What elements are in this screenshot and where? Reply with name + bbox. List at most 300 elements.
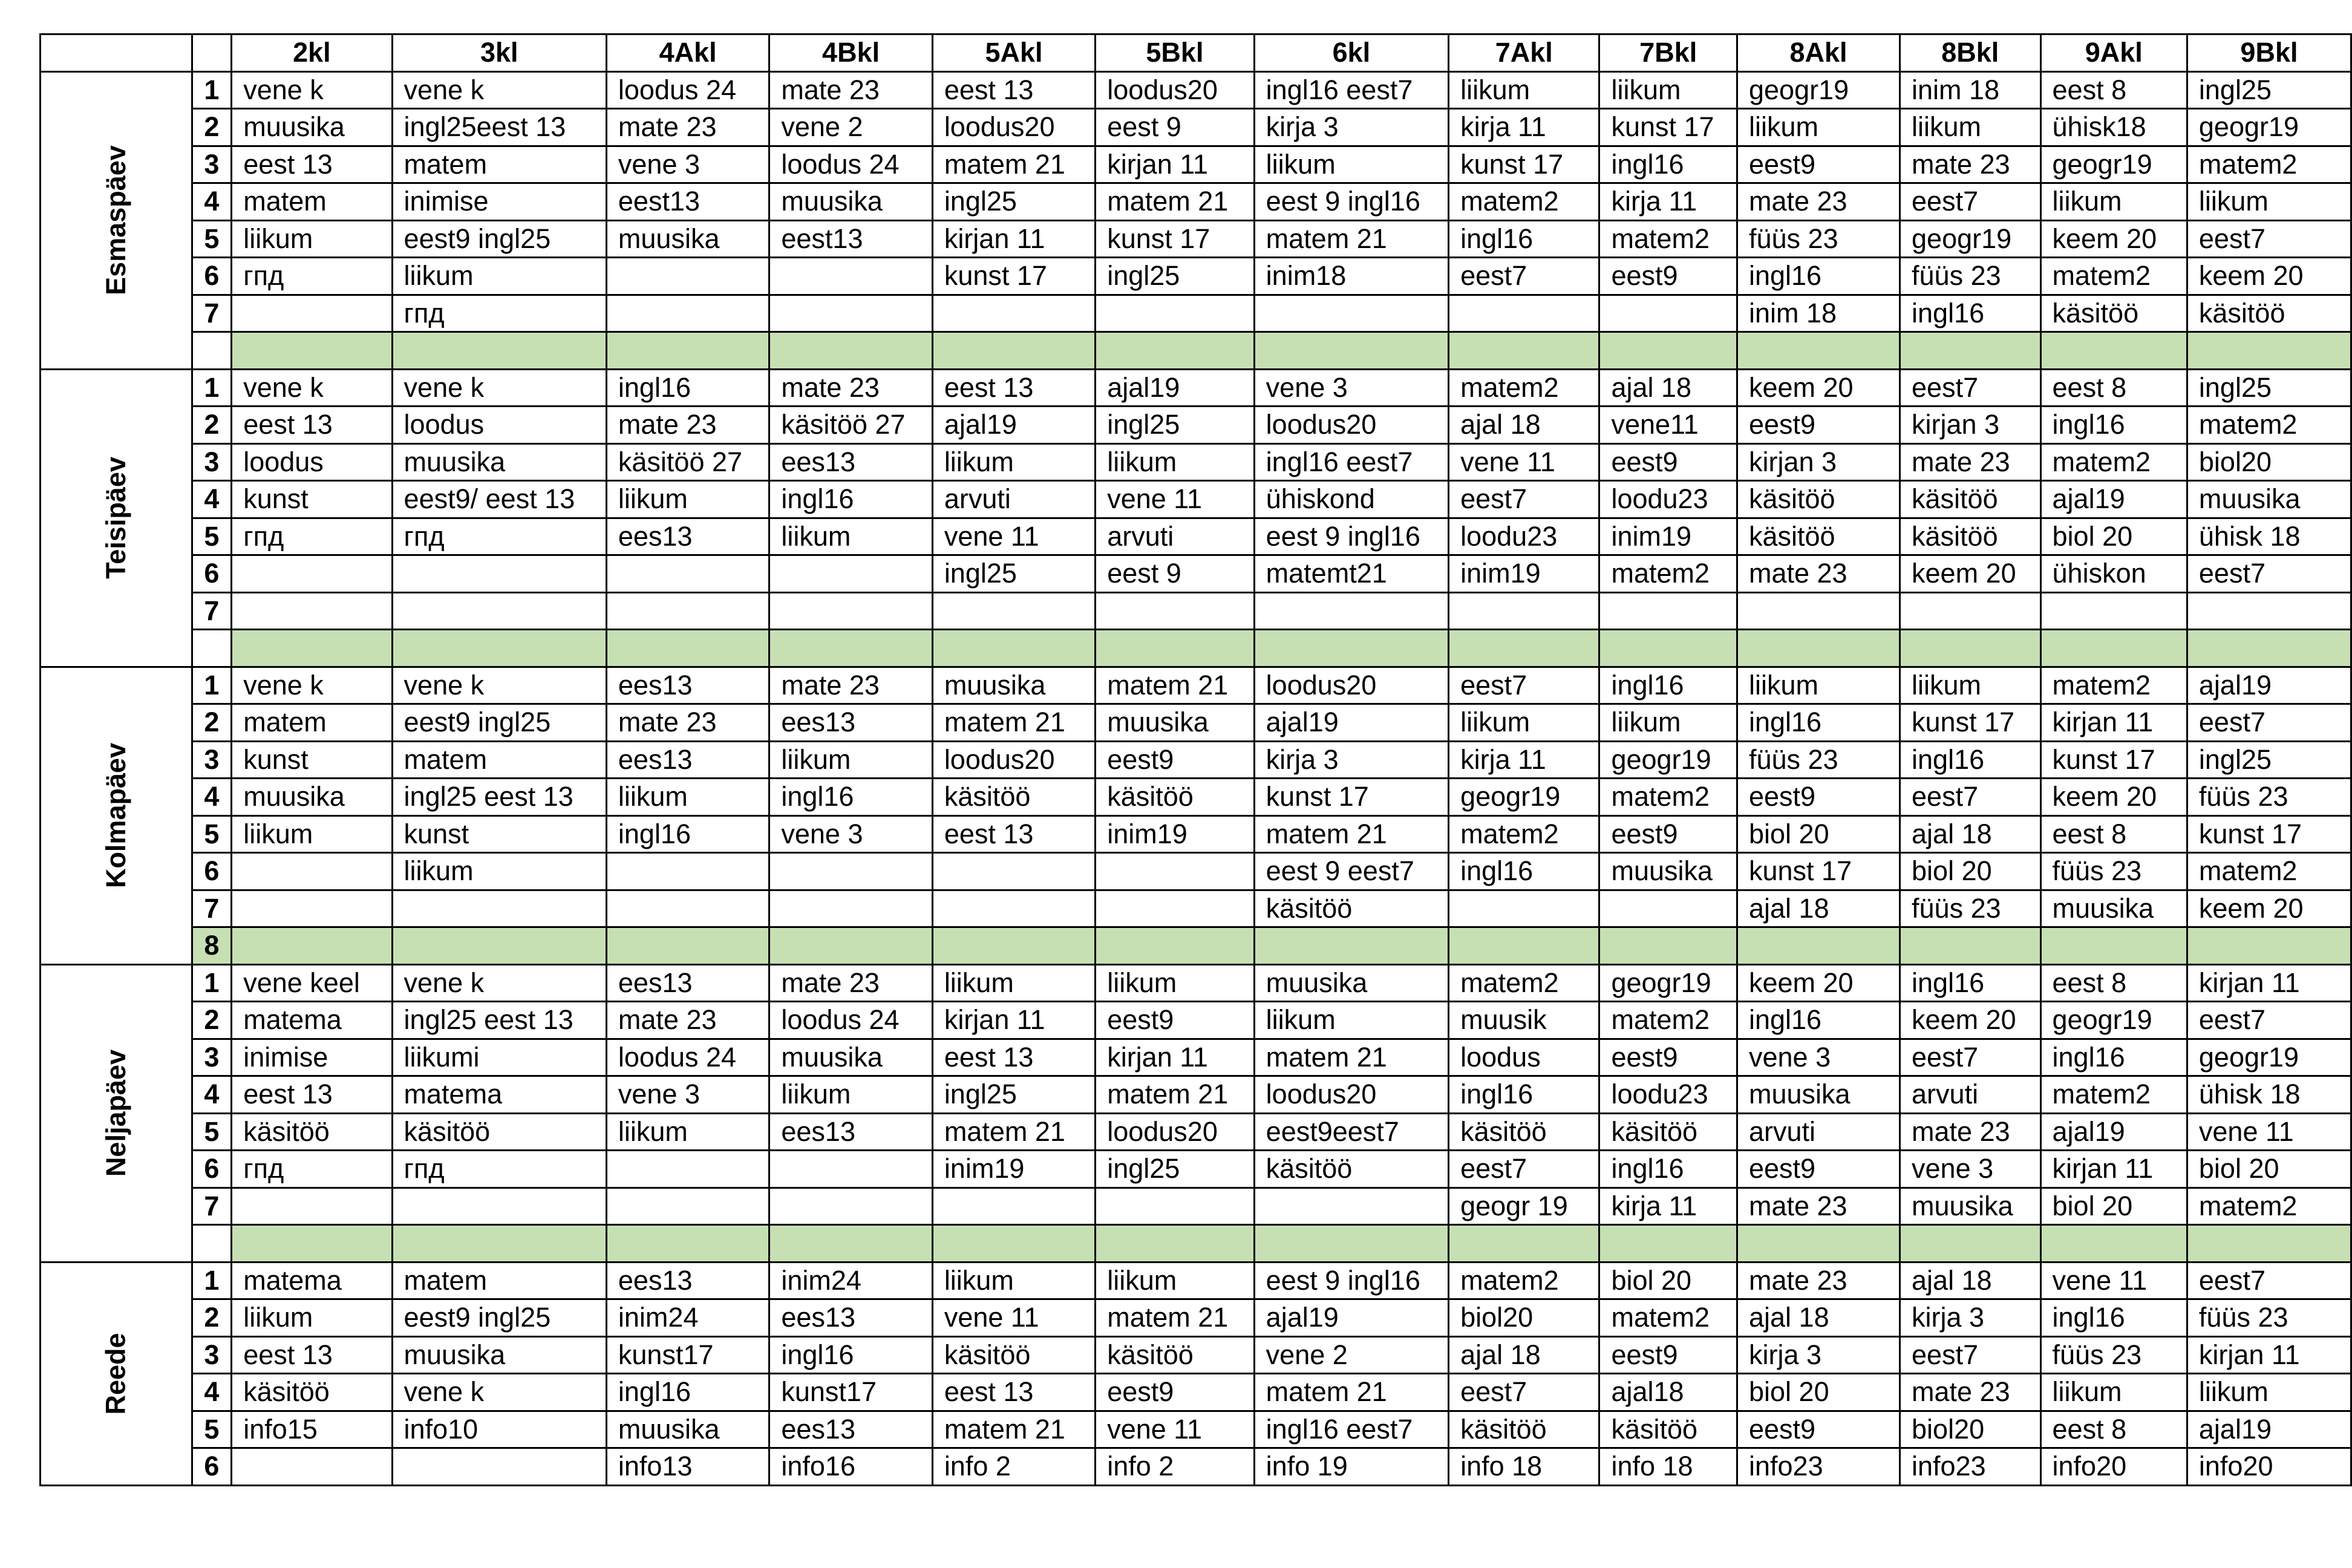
lesson-row xyxy=(41,1113,2351,1151)
lesson-cell: matem2 xyxy=(1599,1299,1737,1337)
lesson-cell: liikum xyxy=(1900,109,2041,146)
lesson-cell: inim24 xyxy=(769,1262,932,1299)
lesson-cell: liikum xyxy=(1096,443,1254,481)
lesson-cell: matem 21 xyxy=(1254,1039,1448,1076)
lesson-cell: geogr19 xyxy=(2187,1039,2351,1076)
lesson-cell: eest9 xyxy=(1737,1411,1900,1448)
lesson-cell: ees13 xyxy=(769,1299,932,1337)
lesson-cell: ingl25eest 13 xyxy=(392,109,606,146)
lesson-cell: mate 23 xyxy=(769,964,932,1002)
lesson-number: 7 xyxy=(192,295,232,332)
lesson-number: 2 xyxy=(192,109,232,146)
lesson-cell: liikum xyxy=(606,481,769,518)
lesson-cell: käsitöö xyxy=(1599,1411,1737,1448)
lesson-cell: geogr19 xyxy=(1599,741,1737,779)
lesson-cell: matem2 xyxy=(1449,183,1599,221)
lesson-cell xyxy=(769,295,932,332)
lesson-row xyxy=(41,853,2351,890)
separator-cell xyxy=(1737,1225,1900,1263)
separator-cell xyxy=(769,927,932,965)
lesson-cell: biol20 xyxy=(1449,1299,1599,1337)
lesson-cell xyxy=(932,592,1095,630)
lesson-cell: kunst xyxy=(232,481,392,518)
lesson-cell: ühisk 18 xyxy=(2187,518,2351,555)
lesson-cell: matem 21 xyxy=(932,1411,1095,1448)
separator-cell xyxy=(1900,927,2041,965)
lesson-cell: eest7 xyxy=(1449,1151,1599,1188)
lesson-cell: eest 9 ingl16 xyxy=(1254,183,1448,221)
header-row xyxy=(41,34,2351,72)
lesson-cell xyxy=(392,890,606,927)
lesson-cell: ajal 18 xyxy=(1900,1262,2041,1299)
lesson-cell: kunst 17 xyxy=(2187,815,2351,853)
lesson-cell: matem2 xyxy=(2040,443,2187,481)
lesson-number: 3 xyxy=(192,741,232,779)
separator-cell xyxy=(606,927,769,965)
lesson-cell: eest7 xyxy=(1449,667,1599,704)
lesson-cell xyxy=(1449,890,1599,927)
lesson-cell xyxy=(769,890,932,927)
separator-row xyxy=(41,927,2351,965)
lesson-cell: matem xyxy=(392,1262,606,1299)
separator-cell xyxy=(2040,1225,2187,1263)
lesson-cell: eest7 xyxy=(1900,779,2041,816)
column-header: 7Bkl xyxy=(1599,34,1737,72)
lesson-number: 7 xyxy=(192,1187,232,1225)
lesson-cell: käsitöö xyxy=(392,1113,606,1151)
lesson-cell: kirjan 11 xyxy=(2187,1336,2351,1374)
lesson-cell: inim19 xyxy=(1599,518,1737,555)
lesson-cell xyxy=(1096,1187,1254,1225)
lesson-cell: matem2 xyxy=(1599,1002,1737,1039)
lesson-row xyxy=(41,1002,2351,1039)
lesson-cell: info10 xyxy=(392,1411,606,1448)
lesson-cell: vene 11 xyxy=(2040,1262,2187,1299)
lesson-cell: ajal19 xyxy=(2040,481,2187,518)
separator-cell xyxy=(2187,630,2351,667)
lesson-cell xyxy=(606,258,769,295)
lesson-cell: liikum xyxy=(2187,1374,2351,1411)
separator-row xyxy=(41,630,2351,667)
lesson-row xyxy=(41,964,2351,1002)
lesson-cell: vene 11 xyxy=(1096,481,1254,518)
lesson-cell: käsitöö xyxy=(2040,295,2187,332)
lesson-cell: eest 8 xyxy=(2040,71,2187,109)
lesson-cell: ajal19 xyxy=(1096,369,1254,407)
lesson-cell: matem2 xyxy=(1449,815,1599,853)
lesson-cell: matem 21 xyxy=(1096,183,1254,221)
lesson-cell: ees13 xyxy=(769,704,932,742)
lesson-cell: matem 21 xyxy=(932,1113,1095,1151)
lesson-cell: matem2 xyxy=(1449,964,1599,1002)
lesson-cell: muusik xyxy=(1449,1002,1599,1039)
lesson-cell xyxy=(606,853,769,890)
lesson-cell: liikum xyxy=(1096,964,1254,1002)
separator-cell xyxy=(1599,927,1737,965)
lesson-cell: käsitöö xyxy=(1254,890,1448,927)
lesson-cell: ingl25 eest 13 xyxy=(392,779,606,816)
lesson-cell: loodu23 xyxy=(1449,518,1599,555)
lesson-cell: eest 13 xyxy=(932,1374,1095,1411)
separator-cell xyxy=(1449,1225,1599,1263)
lesson-row xyxy=(41,741,2351,779)
lesson-cell: info23 xyxy=(1737,1448,1900,1486)
lesson-cell: eest 13 xyxy=(232,407,392,444)
lesson-cell: ees13 xyxy=(606,1262,769,1299)
lesson-cell: ingl16 eest7 xyxy=(1254,71,1448,109)
lesson-cell: eest9 xyxy=(1737,146,1900,183)
lesson-cell: loodus20 xyxy=(932,741,1095,779)
separator-cell xyxy=(392,927,606,965)
lesson-cell: kirja 3 xyxy=(1254,741,1448,779)
lesson-cell: vene k xyxy=(232,667,392,704)
lesson-cell xyxy=(1599,890,1737,927)
lesson-cell xyxy=(769,1187,932,1225)
lesson-number: 4 xyxy=(192,183,232,221)
lesson-cell: eest9 xyxy=(1737,1151,1900,1188)
lesson-cell: ühisk 18 xyxy=(2187,1076,2351,1114)
lesson-cell: ingl16 xyxy=(769,1336,932,1374)
lesson-cell: ingl16 xyxy=(2040,407,2187,444)
lesson-cell: mate 23 xyxy=(769,71,932,109)
lesson-cell: kunst 17 xyxy=(1737,853,1900,890)
lesson-row xyxy=(41,704,2351,742)
lesson-cell: geogr19 xyxy=(1737,71,1900,109)
lesson-cell: biol 20 xyxy=(1900,853,2041,890)
lesson-cell: muusika xyxy=(2040,890,2187,927)
separator-cell xyxy=(1900,1225,2041,1263)
separator-cell xyxy=(1449,630,1599,667)
lesson-cell: vene 3 xyxy=(606,1076,769,1114)
lesson-number: 4 xyxy=(192,779,232,816)
column-header: 9Akl xyxy=(2040,34,2187,72)
lesson-cell: ajal 18 xyxy=(1737,1299,1900,1337)
lesson-cell: inim19 xyxy=(1096,815,1254,853)
separator-cell xyxy=(392,630,606,667)
lesson-cell: matem2 xyxy=(2040,1076,2187,1114)
lesson-cell: füüs 23 xyxy=(1900,258,2041,295)
separator-number xyxy=(192,332,232,370)
lesson-cell: mate 23 xyxy=(606,109,769,146)
lesson-cell: kirjan 3 xyxy=(1900,407,2041,444)
lesson-cell: ingl16 xyxy=(1449,220,1599,258)
lesson-cell: liikum xyxy=(1900,667,2041,704)
separator-cell xyxy=(2187,332,2351,370)
lesson-cell: matem2 xyxy=(1599,779,1737,816)
lesson-cell: mate 23 xyxy=(1737,1262,1900,1299)
lesson-cell: ingl16 xyxy=(606,1374,769,1411)
lesson-cell: keem 20 xyxy=(1900,1002,2041,1039)
lesson-cell: eest 9 xyxy=(1096,555,1254,593)
lesson-cell: käsitöö xyxy=(1900,518,2041,555)
column-header: 4Bkl xyxy=(769,34,932,72)
column-header: 2kl xyxy=(232,34,392,72)
lesson-number: 3 xyxy=(192,146,232,183)
lesson-number: 2 xyxy=(192,407,232,444)
separator-cell xyxy=(1737,927,1900,965)
lesson-cell: käsitöö xyxy=(1737,481,1900,518)
lesson-row xyxy=(41,1076,2351,1114)
day-label xyxy=(41,667,192,964)
lesson-row xyxy=(41,592,2351,630)
lesson-cell: käsitöö xyxy=(1737,518,1900,555)
lesson-cell: info23 xyxy=(1900,1448,2041,1486)
lesson-cell: vene k xyxy=(392,667,606,704)
lesson-cell: vene 11 xyxy=(1449,443,1599,481)
day-label xyxy=(41,71,192,369)
lesson-cell: muusika xyxy=(606,220,769,258)
separator-cell xyxy=(932,927,1095,965)
lesson-cell: geogr19 xyxy=(1449,779,1599,816)
lesson-cell: kirjan 11 xyxy=(2040,704,2187,742)
lesson-cell xyxy=(1449,592,1599,630)
lesson-cell: mate 23 xyxy=(769,369,932,407)
lesson-cell: eest9 xyxy=(1599,258,1737,295)
lesson-cell: eest9eest7 xyxy=(1254,1113,1448,1151)
lesson-cell xyxy=(1599,592,1737,630)
lesson-row xyxy=(41,1336,2351,1374)
lesson-cell: liikum xyxy=(2040,1374,2187,1411)
column-header: 5Bkl xyxy=(1096,34,1254,72)
lesson-cell: muusika xyxy=(769,183,932,221)
lesson-cell: mate 23 xyxy=(606,1002,769,1039)
column-header: 8Bkl xyxy=(1900,34,2041,72)
lesson-cell: loodus 24 xyxy=(606,71,769,109)
lesson-cell: geogr19 xyxy=(2040,146,2187,183)
lesson-cell: loodus xyxy=(392,407,606,444)
lesson-cell: eest9 xyxy=(1599,815,1737,853)
lesson-cell: ühiskon xyxy=(2040,555,2187,593)
lesson-cell xyxy=(769,853,932,890)
lesson-number: 5 xyxy=(192,1113,232,1151)
lesson-number: 5 xyxy=(192,518,232,555)
lesson-cell: matem xyxy=(232,704,392,742)
lesson-cell: matem2 xyxy=(1599,220,1737,258)
lesson-cell xyxy=(932,295,1095,332)
separator-cell xyxy=(1254,927,1448,965)
lesson-cell: info 2 xyxy=(1096,1448,1254,1486)
lesson-cell: ajal19 xyxy=(2040,1113,2187,1151)
lesson-cell: inimise xyxy=(232,1039,392,1076)
lesson-cell: kunst 17 xyxy=(1449,146,1599,183)
lesson-row xyxy=(41,1411,2351,1448)
lesson-cell: muusika xyxy=(606,1411,769,1448)
lesson-row xyxy=(41,146,2351,183)
lesson-cell: liikum xyxy=(232,815,392,853)
separator-cell xyxy=(392,332,606,370)
lesson-cell: info20 xyxy=(2187,1448,2351,1486)
separator-number: 8 xyxy=(192,927,232,965)
lesson-cell: loodus20 xyxy=(1254,407,1448,444)
lesson-cell: muusika xyxy=(1096,704,1254,742)
lesson-cell xyxy=(769,555,932,593)
lesson-cell xyxy=(606,890,769,927)
lesson-cell: kirja 11 xyxy=(1599,183,1737,221)
lesson-cell: ajal 18 xyxy=(1449,407,1599,444)
lesson-cell: info20 xyxy=(2040,1448,2187,1486)
lesson-row xyxy=(41,71,2351,109)
column-header: 3kl xyxy=(392,34,606,72)
day-label xyxy=(41,369,192,667)
day-label xyxy=(41,1262,192,1485)
lesson-cell: füüs 23 xyxy=(2187,1299,2351,1337)
lesson-cell: biol 20 xyxy=(2040,518,2187,555)
lesson-cell: ingl16 xyxy=(1900,295,2041,332)
lesson-number: 1 xyxy=(192,71,232,109)
lesson-cell: loodu23 xyxy=(1599,481,1737,518)
lesson-cell: käsitöö xyxy=(2187,295,2351,332)
lesson-cell xyxy=(232,555,392,593)
lesson-cell: гпд xyxy=(392,518,606,555)
lesson-cell: liikum xyxy=(606,1113,769,1151)
lesson-cell: eest7 xyxy=(2187,1262,2351,1299)
lesson-cell: loodus20 xyxy=(932,109,1095,146)
lesson-cell: liikum xyxy=(932,1262,1095,1299)
lesson-cell: geogr19 xyxy=(2040,1002,2187,1039)
lesson-cell: liikum xyxy=(232,220,392,258)
lesson-cell: liikum xyxy=(1449,71,1599,109)
lesson-cell: eest9 xyxy=(1737,779,1900,816)
lesson-cell: ees13 xyxy=(769,1113,932,1151)
lesson-cell xyxy=(606,555,769,593)
lesson-cell: kirjan 11 xyxy=(932,220,1095,258)
separator-cell xyxy=(769,630,932,667)
separator-cell xyxy=(1599,630,1737,667)
lesson-cell: liikum xyxy=(392,258,606,295)
lesson-cell: vene 11 xyxy=(2187,1113,2351,1151)
separator-cell xyxy=(1900,332,2041,370)
separator-cell xyxy=(392,1225,606,1263)
day-name: Reede xyxy=(100,1332,131,1415)
lesson-cell: liikum xyxy=(1449,704,1599,742)
lesson-cell: ingl16 xyxy=(2040,1299,2187,1337)
lesson-cell: eest9 ingl25 xyxy=(392,704,606,742)
lesson-cell: liikum xyxy=(392,853,606,890)
lesson-cell: ees13 xyxy=(606,964,769,1002)
lesson-cell: ingl25 xyxy=(2187,741,2351,779)
lesson-cell: matem 21 xyxy=(1254,815,1448,853)
lesson-cell: kunst xyxy=(392,815,606,853)
lesson-cell: muusika xyxy=(1599,853,1737,890)
lesson-number: 4 xyxy=(192,1374,232,1411)
separator-cell xyxy=(1254,1225,1448,1263)
lesson-cell: mate 23 xyxy=(1737,555,1900,593)
lesson-number: 1 xyxy=(192,369,232,407)
column-header: 6kl xyxy=(1254,34,1448,72)
lesson-cell: loodus20 xyxy=(1096,71,1254,109)
lesson-cell: matem 21 xyxy=(1096,1076,1254,1114)
separator-cell xyxy=(1599,1225,1737,1263)
lesson-number: 6 xyxy=(192,1151,232,1188)
lesson-cell: matema xyxy=(392,1076,606,1114)
lesson-cell: käsitöö xyxy=(1599,1113,1737,1151)
column-header: 5Akl xyxy=(932,34,1095,72)
lesson-cell: vene 2 xyxy=(769,109,932,146)
lesson-cell: liikum xyxy=(1096,1262,1254,1299)
lesson-cell xyxy=(606,592,769,630)
separator-cell xyxy=(2040,630,2187,667)
lesson-cell: ühiskond xyxy=(1254,481,1448,518)
lesson-cell: kirjan 11 xyxy=(2187,964,2351,1002)
lesson-cell: kunst 17 xyxy=(1900,704,2041,742)
lesson-cell xyxy=(1096,853,1254,890)
lesson-cell: arvuti xyxy=(1737,1113,1900,1151)
lesson-cell: matem2 xyxy=(2187,1187,2351,1225)
lesson-cell: liikum xyxy=(606,779,769,816)
lesson-cell: kunst17 xyxy=(769,1374,932,1411)
lesson-number: 7 xyxy=(192,592,232,630)
lesson-cell: гпд xyxy=(232,518,392,555)
lesson-cell: loodus20 xyxy=(1254,667,1448,704)
lesson-cell: ajal19 xyxy=(1254,1299,1448,1337)
lesson-cell: ajal19 xyxy=(2187,667,2351,704)
lesson-cell xyxy=(232,890,392,927)
day-label xyxy=(41,964,192,1262)
lesson-cell: kirja 3 xyxy=(1900,1299,2041,1337)
lesson-cell: mate 23 xyxy=(606,704,769,742)
lesson-cell xyxy=(392,592,606,630)
lesson-row xyxy=(41,1187,2351,1225)
lesson-number: 5 xyxy=(192,815,232,853)
lesson-cell: matem2 xyxy=(1599,555,1737,593)
lesson-cell: eest 8 xyxy=(2040,964,2187,1002)
lesson-cell: ees13 xyxy=(606,741,769,779)
lesson-cell: loodus 24 xyxy=(606,1039,769,1076)
lesson-row xyxy=(41,890,2351,927)
lesson-cell: ingl16 xyxy=(606,369,769,407)
lesson-cell: ingl16 xyxy=(1737,258,1900,295)
lesson-cell: biol 20 xyxy=(1599,1262,1737,1299)
lesson-cell xyxy=(1900,592,2041,630)
lesson-cell: eest 9 ingl16 xyxy=(1254,1262,1448,1299)
lesson-cell: ingl16 xyxy=(2040,1039,2187,1076)
lesson-cell xyxy=(232,853,392,890)
lesson-cell: muusika xyxy=(1254,964,1448,1002)
lesson-row xyxy=(41,555,2351,593)
lesson-cell: keem 20 xyxy=(1737,964,1900,1002)
lesson-cell: muusika xyxy=(232,779,392,816)
lesson-cell: matemt21 xyxy=(1254,555,1448,593)
separator-cell xyxy=(932,1225,1095,1263)
lesson-cell: ajal19 xyxy=(2187,1411,2351,1448)
lesson-cell xyxy=(606,1187,769,1225)
lesson-cell: vene 3 xyxy=(606,146,769,183)
lesson-cell: ingl16 xyxy=(1900,741,2041,779)
lesson-cell: matem 21 xyxy=(1096,1299,1254,1337)
lesson-cell: mate 23 xyxy=(606,407,769,444)
separator-cell xyxy=(769,332,932,370)
lesson-cell: käsitöö xyxy=(1096,779,1254,816)
lesson-row xyxy=(41,815,2351,853)
lesson-cell: eest 13 xyxy=(232,1336,392,1374)
lesson-cell: kunst 17 xyxy=(1599,109,1737,146)
lesson-cell: liikum xyxy=(1599,704,1737,742)
lesson-cell: geogr19 xyxy=(2187,109,2351,146)
lesson-cell: arvuti xyxy=(1096,518,1254,555)
lesson-cell: liikum xyxy=(1737,667,1900,704)
lesson-row xyxy=(41,1151,2351,1188)
lesson-cell: kunst xyxy=(232,741,392,779)
separator-cell xyxy=(932,630,1095,667)
lesson-cell: keem 20 xyxy=(2040,779,2187,816)
lesson-cell xyxy=(932,890,1095,927)
lesson-cell: mate 23 xyxy=(1900,1113,2041,1151)
lesson-cell: eest 9 ingl16 xyxy=(1254,518,1448,555)
lesson-row xyxy=(41,1374,2351,1411)
lesson-cell: matem2 xyxy=(2187,407,2351,444)
lesson-cell: matem2 xyxy=(2040,258,2187,295)
lesson-number: 2 xyxy=(192,1299,232,1337)
